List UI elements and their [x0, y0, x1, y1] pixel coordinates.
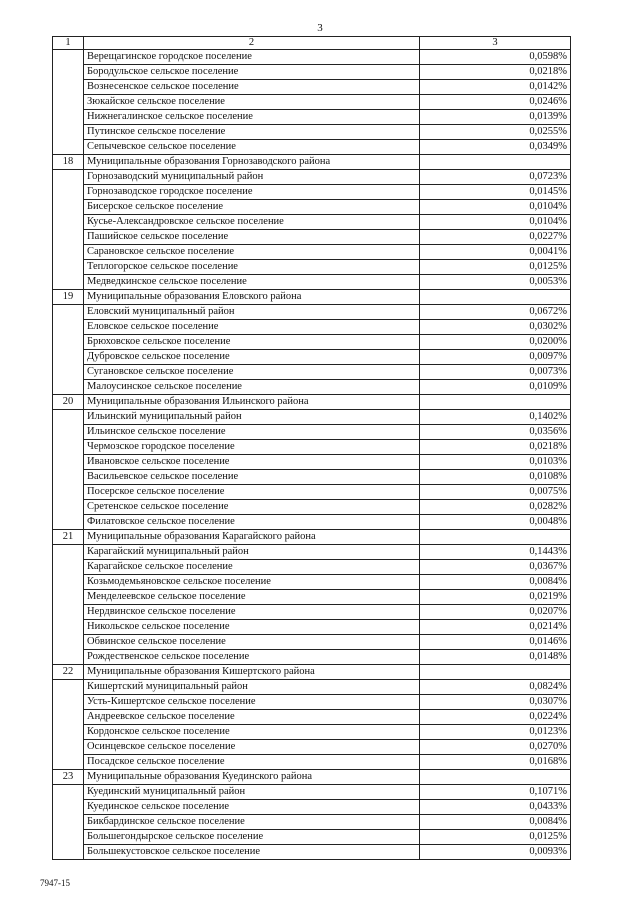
- table-row: [53, 110, 571, 125]
- row-number: [53, 320, 84, 335]
- table-row: [53, 50, 571, 65]
- municipality-name: Бикбардинское сельское поселение: [84, 815, 420, 830]
- municipality-name: Нижнегалинское сельское поселение: [84, 110, 420, 125]
- share-value: 0,0139%: [420, 110, 571, 125]
- row-number: [53, 755, 84, 770]
- municipality-name: Дубровское сельское поселение: [84, 350, 420, 365]
- share-value: 0,0302%: [420, 320, 571, 335]
- municipality-name: Посерское сельское поселение: [84, 485, 420, 500]
- municipality-name: Карагайский муниципальный район: [84, 545, 420, 560]
- section-title: Муниципальные образования Еловского района: [84, 290, 420, 305]
- share-value: 0,0356%: [420, 425, 571, 440]
- row-number: [53, 365, 84, 380]
- table-row: [53, 650, 571, 665]
- share-value: 0,0349%: [420, 140, 571, 155]
- share-value: 0,0227%: [420, 230, 571, 245]
- table-row: [53, 620, 571, 635]
- table-row: [53, 425, 571, 440]
- table-row: [53, 440, 571, 455]
- share-value: 0,0041%: [420, 245, 571, 260]
- row-number: 23: [53, 770, 84, 785]
- section-row: [53, 290, 571, 305]
- municipality-name: Куединское сельское поселение: [84, 800, 420, 815]
- table-row: [53, 785, 571, 800]
- share-value: 0,0672%: [420, 305, 571, 320]
- row-number: [53, 140, 84, 155]
- share-value: 0,0214%: [420, 620, 571, 635]
- municipality-name: Ильинское сельское поселение: [84, 425, 420, 440]
- share-value: 0,0598%: [420, 50, 571, 65]
- table-row: [53, 305, 571, 320]
- table-row: [53, 320, 571, 335]
- share-value: 0,0097%: [420, 350, 571, 365]
- share-value: 0,0207%: [420, 605, 571, 620]
- municipality-name: Еловское сельское поселение: [84, 320, 420, 335]
- row-number: [53, 650, 84, 665]
- municipality-name: Бородульское сельское поселение: [84, 65, 420, 80]
- municipality-name: Еловский муниципальный район: [84, 305, 420, 320]
- table-row: [53, 65, 571, 80]
- table-row: [53, 560, 571, 575]
- row-number: [53, 620, 84, 635]
- share-value: 0,0219%: [420, 590, 571, 605]
- municipality-name: Куединский муниципальный район: [84, 785, 420, 800]
- row-number: [53, 125, 84, 140]
- row-number: [53, 695, 84, 710]
- municipality-name: Ильинский муниципальный район: [84, 410, 420, 425]
- row-number: [53, 260, 84, 275]
- share-value: 0,0142%: [420, 80, 571, 95]
- share-value: 0,0084%: [420, 575, 571, 590]
- table-row: [53, 680, 571, 695]
- share-value: [420, 290, 571, 305]
- share-value: 0,0824%: [420, 680, 571, 695]
- municipality-name: Козьмодемьяновское сельское поселение: [84, 575, 420, 590]
- share-value: 0,0073%: [420, 365, 571, 380]
- row-number: [53, 605, 84, 620]
- municipality-name: Сугановское сельское поселение: [84, 365, 420, 380]
- municipality-name: Бисерское сельское поселение: [84, 200, 420, 215]
- share-value: [420, 665, 571, 680]
- municipality-name: Путинское сельское поселение: [84, 125, 420, 140]
- municipality-name: Вознесенское сельское поселение: [84, 80, 420, 95]
- table-row: [53, 185, 571, 200]
- municipality-name: Пашийское сельское поселение: [84, 230, 420, 245]
- row-number: [53, 575, 84, 590]
- row-number: [53, 815, 84, 830]
- table-row: [53, 755, 571, 770]
- table-row: [53, 170, 571, 185]
- municipality-name: Горнозаводское городское поселение: [84, 185, 420, 200]
- table-row: [53, 500, 571, 515]
- row-number: [53, 830, 84, 845]
- share-value: 0,0246%: [420, 95, 571, 110]
- share-value: 0,0723%: [420, 170, 571, 185]
- table-row: [53, 590, 571, 605]
- municipality-name: Осинцевское сельское поселение: [84, 740, 420, 755]
- table-row: [53, 725, 571, 740]
- row-number: [53, 110, 84, 125]
- table-row: [53, 635, 571, 650]
- share-value: [420, 530, 571, 545]
- table-row: [53, 140, 571, 155]
- municipality-name: Кордонское сельское поселение: [84, 725, 420, 740]
- municipality-name: Ивановское сельское поселение: [84, 455, 420, 470]
- row-number: [53, 305, 84, 320]
- row-number: [53, 335, 84, 350]
- row-number: [53, 80, 84, 95]
- share-value: 0,0255%: [420, 125, 571, 140]
- municipality-name: Рождественское сельское поселение: [84, 650, 420, 665]
- table-header-row: [53, 37, 571, 50]
- row-number: [53, 800, 84, 815]
- row-number: [53, 245, 84, 260]
- table-row: [53, 845, 571, 860]
- share-value: [420, 395, 571, 410]
- municipality-name: Большекустовское сельское поселение: [84, 845, 420, 860]
- row-number: [53, 500, 84, 515]
- share-value: 0,0104%: [420, 215, 571, 230]
- share-value: 0,0270%: [420, 740, 571, 755]
- row-number: [53, 350, 84, 365]
- section-title: Муниципальные образования Кишертского района: [84, 665, 420, 680]
- table-row: [53, 125, 571, 140]
- share-value: 0,1443%: [420, 545, 571, 560]
- section-row: [53, 770, 571, 785]
- row-number: [53, 425, 84, 440]
- share-value: 0,0218%: [420, 440, 571, 455]
- share-value: [420, 770, 571, 785]
- share-value: 0,1071%: [420, 785, 571, 800]
- table-row: [53, 230, 571, 245]
- municipality-name: Большегондырское сельское поселение: [84, 830, 420, 845]
- share-value: [420, 155, 571, 170]
- municipality-name: Медведкинское сельское поселение: [84, 275, 420, 290]
- section-title: Муниципальные образования Ильинского района: [84, 395, 420, 410]
- section-row: [53, 155, 571, 170]
- header-col-1: 1: [53, 37, 84, 50]
- share-value: 0,0123%: [420, 725, 571, 740]
- row-number: 22: [53, 665, 84, 680]
- share-value: 0,1402%: [420, 410, 571, 425]
- municipality-name: Кусье-Александровское сельское поселение: [84, 215, 420, 230]
- municipality-name: Посадское сельское поселение: [84, 755, 420, 770]
- municipality-name: Сепычевское сельское поселение: [84, 140, 420, 155]
- table-row: [53, 380, 571, 395]
- municipality-name: Васильевское сельское поселение: [84, 470, 420, 485]
- row-number: [53, 560, 84, 575]
- allocation-table: [52, 36, 571, 860]
- row-number: [53, 785, 84, 800]
- row-number: [53, 215, 84, 230]
- table-row: [53, 215, 571, 230]
- share-value: 0,0108%: [420, 470, 571, 485]
- municipality-name: Усть-Кишертское сельское поселение: [84, 695, 420, 710]
- share-value: 0,0224%: [420, 710, 571, 725]
- row-number: [53, 740, 84, 755]
- row-number: [53, 710, 84, 725]
- share-value: 0,0200%: [420, 335, 571, 350]
- row-number: [53, 65, 84, 80]
- municipality-name: Филатовское сельское поселение: [84, 515, 420, 530]
- table-row: [53, 740, 571, 755]
- share-value: 0,0168%: [420, 755, 571, 770]
- municipality-name: Малоусинское сельское поселение: [84, 380, 420, 395]
- share-value: 0,0084%: [420, 815, 571, 830]
- row-number: 18: [53, 155, 84, 170]
- table-row: [53, 200, 571, 215]
- row-number: [53, 380, 84, 395]
- share-value: 0,0282%: [420, 500, 571, 515]
- row-number: [53, 95, 84, 110]
- row-number: [53, 485, 84, 500]
- share-value: 0,0104%: [420, 200, 571, 215]
- table-row: [53, 515, 571, 530]
- page-number: 3: [317, 22, 323, 34]
- table-row: [53, 605, 571, 620]
- section-row: [53, 665, 571, 680]
- share-value: 0,0103%: [420, 455, 571, 470]
- table-row: [53, 485, 571, 500]
- table-row: [53, 410, 571, 425]
- table-row: [53, 545, 571, 560]
- row-number: [53, 185, 84, 200]
- share-value: 0,0125%: [420, 830, 571, 845]
- share-value: 0,0109%: [420, 380, 571, 395]
- table-row: [53, 80, 571, 95]
- table-row: [53, 95, 571, 110]
- municipality-name: Чермозское городское поселение: [84, 440, 420, 455]
- section-title: Муниципальные образования Горнозаводского района: [84, 155, 420, 170]
- share-value: 0,0075%: [420, 485, 571, 500]
- municipality-name: Сретенское сельское поселение: [84, 500, 420, 515]
- table-row: [53, 260, 571, 275]
- document-code: 7947-15: [40, 878, 70, 888]
- row-number: [53, 200, 84, 215]
- section-row: [53, 530, 571, 545]
- municipality-name: Обвинское сельское поселение: [84, 635, 420, 650]
- section-title: Муниципальные образования Карагайского района: [84, 530, 420, 545]
- row-number: [53, 845, 84, 860]
- share-value: 0,0218%: [420, 65, 571, 80]
- row-number: [53, 545, 84, 560]
- row-number: [53, 515, 84, 530]
- municipality-name: Горнозаводский муниципальный район: [84, 170, 420, 185]
- row-number: [53, 275, 84, 290]
- share-value: 0,0048%: [420, 515, 571, 530]
- row-number: [53, 455, 84, 470]
- row-number: [53, 230, 84, 245]
- row-number: [53, 470, 84, 485]
- share-value: 0,0053%: [420, 275, 571, 290]
- municipality-name: Нердвинское сельское поселение: [84, 605, 420, 620]
- municipality-name: Теплогорское сельское поселение: [84, 260, 420, 275]
- table-row: [53, 830, 571, 845]
- table-row: [53, 350, 571, 365]
- table-row: [53, 800, 571, 815]
- share-value: 0,0093%: [420, 845, 571, 860]
- municipality-name: Зюкайское сельское поселение: [84, 95, 420, 110]
- municipality-name: Андреевское сельское поселение: [84, 710, 420, 725]
- header-col-2: 2: [84, 37, 420, 50]
- row-number: [53, 50, 84, 65]
- share-value: 0,0145%: [420, 185, 571, 200]
- table-row: [53, 710, 571, 725]
- section-row: [53, 395, 571, 410]
- row-number: 21: [53, 530, 84, 545]
- table-row: [53, 335, 571, 350]
- share-value: 0,0433%: [420, 800, 571, 815]
- municipality-name: Сарановское сельское поселение: [84, 245, 420, 260]
- row-number: [53, 680, 84, 695]
- row-number: [53, 440, 84, 455]
- row-number: 20: [53, 395, 84, 410]
- table-row: [53, 275, 571, 290]
- row-number: [53, 410, 84, 425]
- municipality-name: Верещагинское городское поселение: [84, 50, 420, 65]
- municipality-name: Карагайское сельское поселение: [84, 560, 420, 575]
- row-number: [53, 170, 84, 185]
- row-number: [53, 635, 84, 650]
- table-row: [53, 695, 571, 710]
- share-value: 0,0146%: [420, 635, 571, 650]
- row-number: [53, 725, 84, 740]
- row-number: [53, 590, 84, 605]
- table-row: [53, 455, 571, 470]
- table-row: [53, 815, 571, 830]
- section-title: Муниципальные образования Куединского района: [84, 770, 420, 785]
- share-value: 0,0148%: [420, 650, 571, 665]
- share-value: 0,0367%: [420, 560, 571, 575]
- row-number: 19: [53, 290, 84, 305]
- table-row: [53, 575, 571, 590]
- header-col-3: 3: [420, 37, 571, 50]
- municipality-name: Брюховское сельское поселение: [84, 335, 420, 350]
- table-row: [53, 245, 571, 260]
- table-row: [53, 470, 571, 485]
- municipality-name: Никольское сельское поселение: [84, 620, 420, 635]
- municipality-name: Менделеевское сельское поселение: [84, 590, 420, 605]
- municipality-name: Кишертский муниципальный район: [84, 680, 420, 695]
- share-value: 0,0125%: [420, 260, 571, 275]
- share-value: 0,0307%: [420, 695, 571, 710]
- table-row: [53, 365, 571, 380]
